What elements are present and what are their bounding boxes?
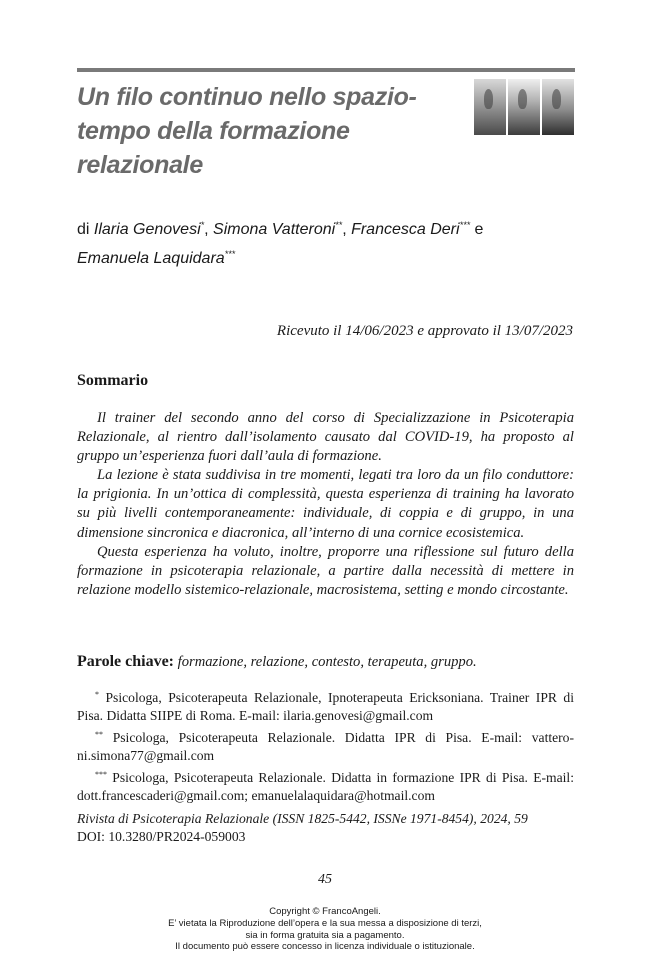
author-mark: * [200,220,205,230]
copyright-line: Il documento può essere concesso in licenza individuale o istituzionale. [175,941,475,953]
author-name: Simona Vatteroni [213,221,336,238]
journal-info [77,810,574,846]
keywords-line [77,653,477,671]
footnote [77,726,574,766]
journal-citation: Rivista di Psicoterapia Relazionale (ISSN 1825-5442, ISSNe 1971-8454), 2024, 59 [77,811,528,826]
abstract-paragraph: Questa esperienza ha voluto, inoltre, proporre una riflessione sul futuro della formazione in psicoterapia relazionale, a partire dalla necessità di mettere in relazione modello sistemico-relazionale, macrosistema, setting e mondo circostante. [77,543,574,598]
doi: DOI: 10.3280/PR2024-059003 [77,829,246,844]
author-mark: ** [335,220,343,230]
and-label: e [474,221,484,238]
footnote-text: Psicologa, Psicoterapeuta Relazionale. Didatta IPR di Pisa. E-mail: vattero-ni.simona77@gmail.com [77,729,575,764]
footnote-mark: ** [95,729,103,739]
footnote [77,766,574,806]
abstract-heading: Sommario [77,372,149,389]
copyright-line: E’ vietata la Riproduzione dell’opera e la sua messa a disposizione di terzi, [168,917,482,929]
footnote-mark: *** [95,769,107,779]
author-line: di Ilaria Genovesi*, Simona Vatteroni**, Francesca Deri*** e Emanuela Laquidara*** [77,220,484,267]
article-title: Un filo continuo nello spazio-tempo della formazione relazionale [77,83,417,179]
footnote-mark: * [95,690,99,699]
footnote-text: Psicologa, Psicoterapeuta Relazionale, Ipnoterapeuta Ericksoniana. Trainer IPR di Pisa. Didatta SIIPE di Roma. E-mail: ilaria.genovesi@gmail.com [77,690,574,724]
header-photo-strip [474,79,574,135]
author-mark: *** [224,249,236,259]
photo-3 [542,79,574,135]
title-rule [77,68,575,72]
author-mark: *** [459,220,471,230]
photo-1 [474,79,506,135]
copyright-notice [0,906,650,953]
author-name: Francesca Deri [351,221,460,238]
keywords-label: Parole chiave: [77,653,175,670]
keywords-value: formazione, relazione, contesto, terapeuta, gruppo. [177,654,477,670]
copyright-line: sia in forma gratuita sia a pagamento. [245,929,405,941]
author-name: Ilaria Genovesi [93,221,201,238]
footnotes [77,686,574,805]
photo-2 [508,79,540,135]
abstract-paragraph: Il trainer del secondo anno del corso di Specializzazione in Psicoterapia Relazionale, al rientro dall’isolamento causato dal COVID-19, ha proposto al gruppo un’esperienza fuori dall’aula di formazione. [77,410,574,465]
abstract-paragraph: La lezione è stata suddivisa in tre momenti, legati tra loro da un filo conduttore: la prigionia. In un’ottica di complessità, questa esperienza di training ha lavorato su più livelli contemporaneamente: individuale, di coppia e di gruppo, in una dimensione sincronica e diacronica, all’interno di una cornice ecosistemica. [77,467,574,541]
page-number: 45 [318,872,332,887]
footnote [77,686,574,726]
author-name: Emanuela Laquidara [77,250,225,267]
received-date: Ricevuto il 14/06/2023 e approvato il 13/07/2023 [276,323,573,339]
abstract-body [77,409,574,600]
copyright-line: Copyright © FrancoAngeli. [269,906,381,917]
footnote-text: Psicologa, Psicoterapeuta Relazionale. Didatta in formazione IPR di Pisa. E-mail: dott.francescaderi@gmail.com; emanuelalaquidara@hotmail.com [77,769,574,804]
by-label: di [77,221,90,238]
